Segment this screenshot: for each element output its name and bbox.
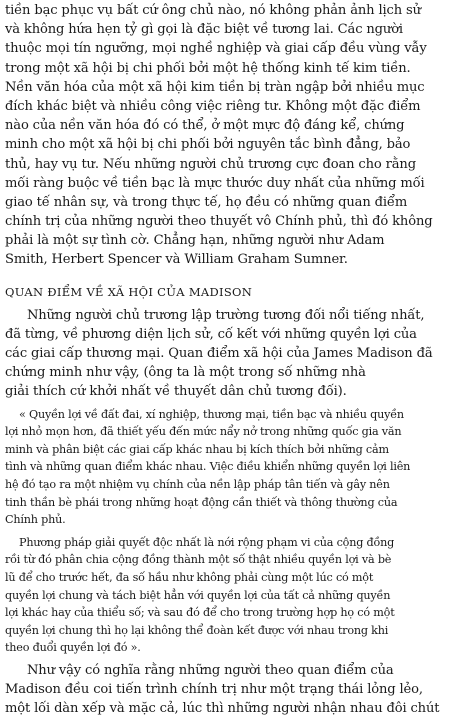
text-line: mối ràng buộc về tiền bạc là mực thước duy nhất của những mối [5, 175, 425, 191]
text-line: phải là một sự tình cờ. Chẳng hạn, những người như Adam [5, 233, 385, 249]
paragraph-2 [5, 306, 445, 402]
text-line: Nền văn hóa của một xã hội kim tiền bị tràn ngập bởi nhiều mục [5, 79, 425, 95]
quote-line: theo đuổi quyền lợi đó ». [5, 641, 141, 655]
quote-line: rồi từ đó phân chia cộng đồng thành một số thật nhiều quyền lợi và bè [5, 553, 392, 567]
quote-line: minh và phân biệt các giai cấp khác nhau bị kích thích bởi những cảm [5, 442, 389, 456]
text-line: Những người chủ trương lập trường tương đối nổi tiếng nhất, [27, 307, 425, 323]
text-line: thủ, hay vụ tư. Nếu những người chủ trương cực đoan cho rằng [5, 156, 416, 172]
block-quote [5, 406, 445, 657]
quote-line: lũ để cho trước hết, đa số hầu như không phải cùng một lúc có một [5, 570, 374, 584]
quote-line: lợi nhỏ mọn hơn, đã thiết yếu đến mức nẩy nở trong những quốc gia văn [5, 425, 402, 439]
text-line: thuộc mọi tín ngưỡng, mọi nghề nghiệp và giai cấp đều vùng vẫy [5, 41, 427, 57]
text-line: trong một xã hội bị chi phối bởi một hệ thống kinh tế kim tiền. [5, 60, 411, 76]
quote-line: lợi khác hay của thiểu số; và sau đó để cho trong trường hợp họ có một [5, 606, 395, 620]
document-page [5, 1, 445, 718]
quote-line: quyền lợi chung thì họ lại không thể đoàn kết được với nhau trong khi [5, 623, 389, 637]
text-line: một lối dàn xếp và mặc cả, lúc thì những người nhận nhau đôi chút [5, 701, 440, 717]
paragraph-1 [5, 1, 445, 270]
text-line: đã từng, về phương diện lịch sử, cố kết với những quyền lợi của [5, 326, 417, 342]
text-line: tiền bạc phục vụ bất cứ ông chủ nào, nó không phản ảnh lịch sử [5, 3, 421, 18]
text-line: các giai cấp thương mại. Quan điểm xã hội của James Madison đã [5, 346, 433, 361]
quote-line: « Quyền lợi về đất đai, xí nghiệp, thương mại, tiền bạc và nhiều quyền [19, 407, 404, 421]
paragraph-3 [5, 661, 445, 718]
quote-paragraph-1 [5, 406, 445, 529]
text-line: chính trị của những người theo thuyết vô Chính phủ, thì đó không [5, 214, 433, 230]
text-line: giao tế nhân sự, và trong thực tế, họ đều có những quan điểm [5, 194, 408, 210]
quote-line: Chính phủ. [5, 513, 66, 527]
quote-line: tinh thần bè phái trong những hoạt động cần thiết và thông thường của [5, 495, 398, 509]
section-heading: QUAN ĐIỂM VỀ XÃ HỘI CỦA MADISON [5, 284, 253, 299]
quote-paragraph-2 [5, 534, 445, 657]
text-line: và không hứa hẹn tỷ gì gọi là đặc biệt về tương lai. Các người [5, 22, 403, 38]
quote-line: hệ đó tạo ra một nhiệm vụ chính của nền lập pháp tân tiến và gây nên [5, 477, 390, 491]
quote-line: Phương pháp giải quyết độc nhất là nới rộng phạm vi của cộng đồng [19, 535, 395, 549]
text-line: đích khác biệt và nhiều công việc riêng tư. Không một đặc điểm [5, 98, 421, 114]
quote-line: quyền lợi chung và tách biệt hẳn với quyền lợi của tất cả những quyền [5, 588, 391, 602]
text-line: chứng minh như vậy, (ông ta là một trong số những nhà [5, 365, 366, 381]
text-line: Madison đều coi tiến trình chính trị như một trạng thái lỏng lẻo, [5, 682, 423, 698]
text-line: giải thích cứ khởi nhất về thuyết dân chủ tương đối). [5, 384, 347, 400]
quote-line: tình và những quan điểm khác nhau. Việc điều khiển những quyền lợi liên [5, 460, 411, 474]
text-line: Như vậy có nghĩa rằng những người theo quan điểm của [27, 662, 394, 678]
text-line: minh cho một xã hội bị chi phối bởi nguyên tắc bình đẳng, bảo [5, 137, 411, 153]
text-line: nào của nền văn hóa đó có thể, ở một mực độ đáng kể, chứng [5, 118, 405, 134]
text-line: Smith, Herbert Spencer và William Graham Sumner. [5, 252, 348, 268]
